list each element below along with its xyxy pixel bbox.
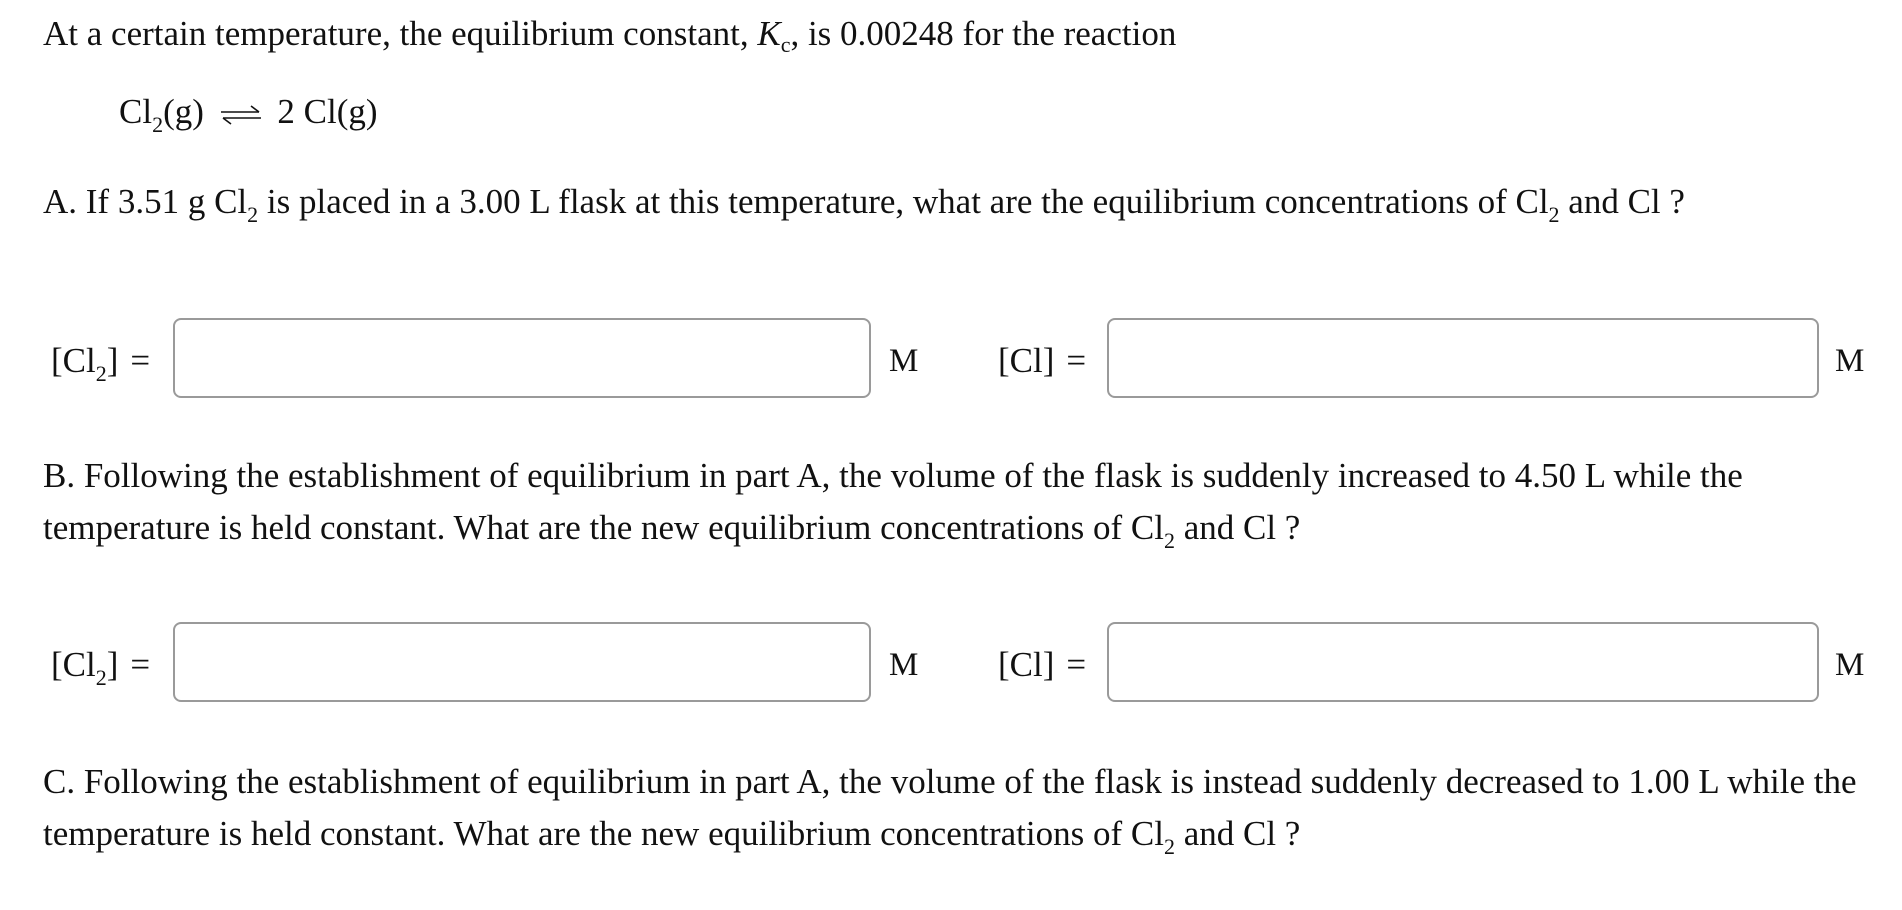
part-b-cl2-input[interactable]	[173, 622, 871, 702]
unit-label: M	[889, 647, 919, 683]
reaction-equation: $Cl_2(g)$ 2 Cl(g)	[119, 92, 378, 137]
part-c-question: C. Following the establishment of equilibrium in part A, the volume of the flask is instead suddenly decreased to 1.00 L while the temperature is held constant. What are the new equilibrium concentrations of $Cl_2$ and Cl ?	[43, 762, 1857, 859]
part-a-cl-input[interactable]	[1107, 318, 1819, 398]
cl-label: [Cl] =	[998, 341, 1087, 380]
equilibrium-arrow-icon	[219, 105, 263, 125]
unit-label: M	[1835, 343, 1865, 379]
cl-label: [Cl] =	[998, 645, 1087, 684]
intro-text: At a certain temperature, the equilibrium constant, $K_c$, is 0.00248 for the reaction	[43, 14, 1177, 57]
unit-label: M	[1835, 647, 1865, 683]
k-symbol: K	[757, 14, 781, 53]
part-a-cl2-input[interactable]	[173, 318, 871, 398]
unit-label: M	[889, 343, 919, 379]
part-a-question: A. If 3.51 g $Cl_2$ is placed in a 3.00 L flask at this temperature, what are the equilibrium concentrations of $Cl_2$ and Cl ?	[43, 182, 1685, 227]
cl2-label: $[Cl_2]$ =	[51, 341, 151, 386]
part-b-cl-input[interactable]	[1107, 622, 1819, 702]
part-a-answer-row	[43, 318, 1873, 404]
part-b-answer-row	[43, 622, 1873, 708]
part-b-question: B. Following the establishment of equilibrium in part A, the volume of the flask is suddenly increased to 4.50 L while the temperature is held constant. What are the new equilibrium concentrations of $Cl_2$ and Cl ?	[43, 456, 1743, 553]
k-subscript: c	[780, 32, 791, 57]
cl2-label: $[Cl_2]$ =	[51, 645, 151, 690]
